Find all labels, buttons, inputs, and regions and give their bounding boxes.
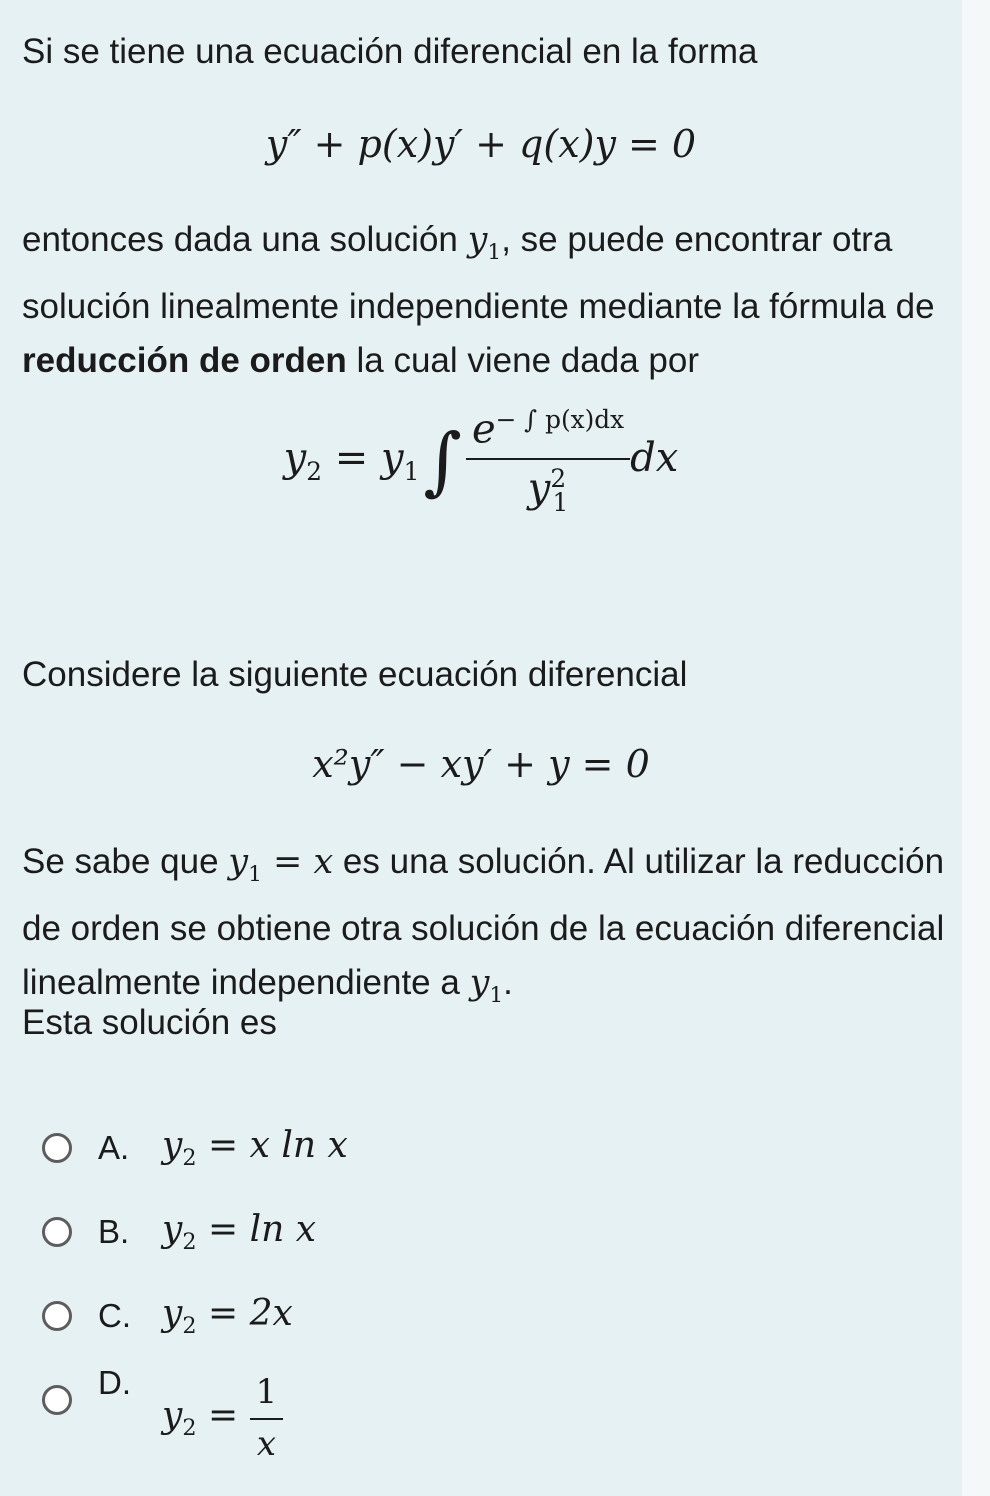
general-equation: y″ + p(x)y′ + q(x)y = 0	[265, 122, 697, 166]
intro-text: Si se tiene una ecuación diferencial en la forma	[22, 32, 758, 71]
specific-equation: x²y″ − xy′ + y = 0	[312, 742, 650, 786]
radio-button-b[interactable]	[42, 1217, 72, 1247]
reduction-explanation: entonces dada una solución $y_1$, se puede encontrar otra solución linealmente independiente mediante la fórmula de reducción de orden la cual viene dada por	[22, 220, 935, 380]
option-c[interactable]	[42, 1286, 293, 1346]
formula-fraction: $\frac{e^{- \int p(x)dx}}{y^2_1}$	[466, 405, 630, 517]
option-expression: $y_2 = \ln x$	[162, 1208, 317, 1256]
known-solution-text: Se sabe que $y_1 = x$ es una solución. Al utilizar la reducción de orden se obtiene otra solución de la ecuación diferencial linealmente independiente a $y_1$.	[22, 842, 945, 1008]
integral-sign: ∫	[423, 417, 462, 504]
y1-symbol: $y_1$	[467, 220, 502, 265]
option-expression: $y_2 = x$ ln x	[162, 1124, 348, 1172]
prompt-text: Esta solución es	[22, 1003, 277, 1042]
reduction-formula: $y_2 = y_1\int$ $\frac{e^{- \int p(x)dx}}{y^2_1}$ dx	[283, 405, 679, 517]
radio-button-d[interactable]	[42, 1385, 72, 1415]
radio-button-c[interactable]	[42, 1301, 72, 1331]
consider-text: Considere la siguiente ecuación diferencial	[22, 655, 688, 694]
option-letter: D.	[98, 1364, 131, 1401]
option-letter: A.	[98, 1129, 130, 1166]
option-letter: C.	[98, 1297, 131, 1334]
option-expression: $y_2$ = $\frac{1}{x}$	[162, 1372, 283, 1464]
reduction-of-order-term: reducción de orden	[22, 341, 347, 380]
right-edge-strip	[962, 0, 990, 1496]
radio-button-a[interactable]	[42, 1133, 72, 1163]
option-b[interactable]	[42, 1202, 316, 1262]
option-a[interactable]	[42, 1118, 348, 1178]
option-d[interactable]	[42, 1364, 283, 1464]
option-expression: $y_2 = 2x$	[162, 1292, 293, 1340]
option-letter: B.	[98, 1213, 130, 1250]
